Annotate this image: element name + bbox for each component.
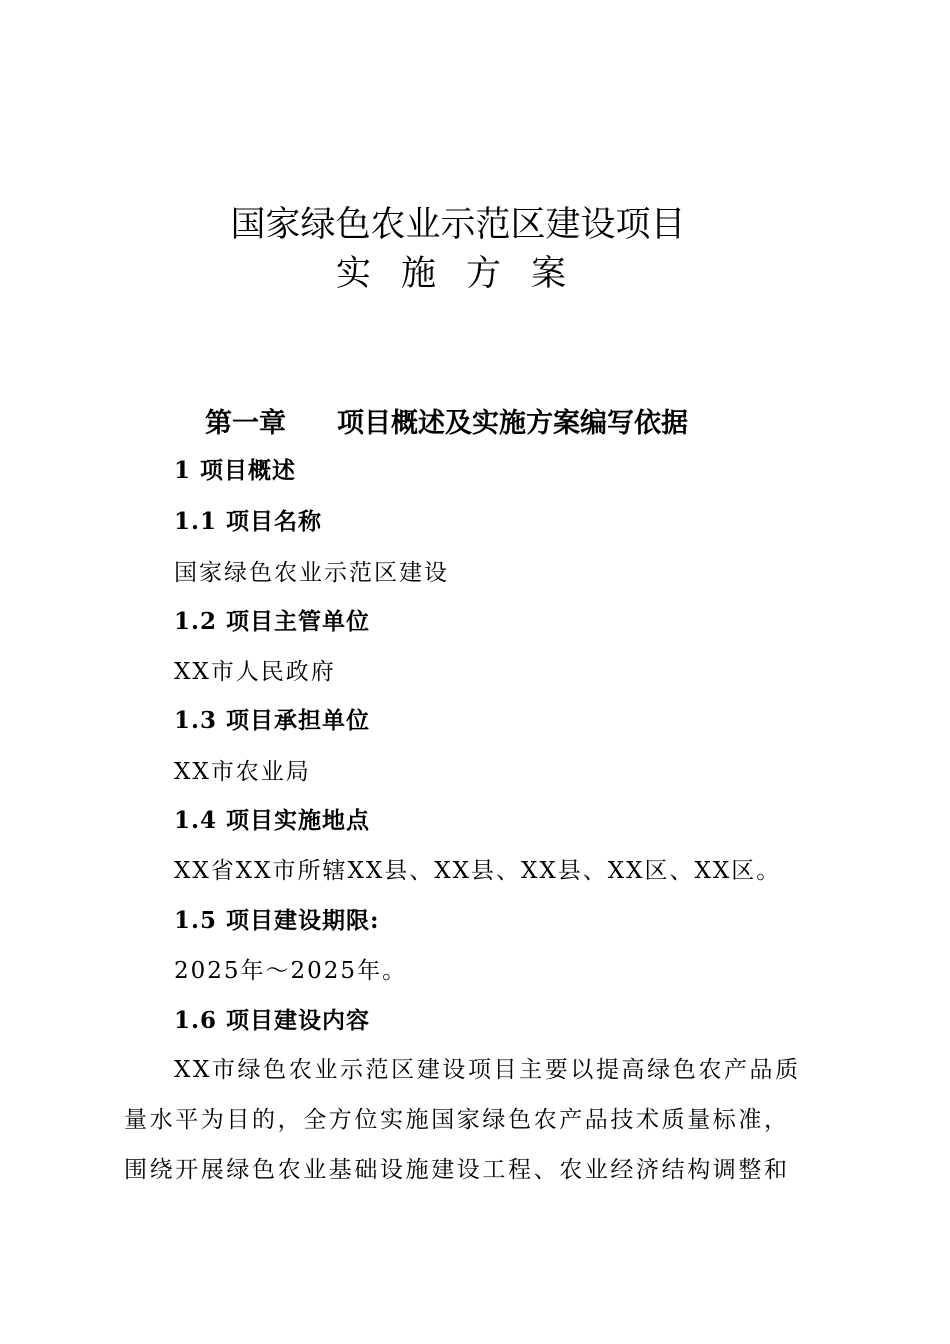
document-title: 国家绿色农业示范区建设项目 — [230, 205, 686, 245]
section-text-1-5: 2025年～2025年。 — [174, 958, 408, 984]
section-heading-1-1: 1.1 项目名称 — [174, 508, 323, 535]
section-heading-1-3: 1.3 项目承担单位 — [174, 707, 371, 734]
section-text-1-1: 国家绿色农业示范区建设 — [174, 560, 449, 586]
section-heading-1: 1 项目概述 — [174, 457, 297, 484]
section-heading-1-2: 1.2 项目主管单位 — [174, 608, 371, 635]
chapter-number: 第一章 — [205, 408, 286, 439]
section-heading-1-6: 1.6 项目建设内容 — [174, 1007, 371, 1034]
chapter-title: 项目概述及实施方案编写依据 — [337, 408, 688, 439]
section-text-1-3: XX市农业局 — [174, 759, 311, 785]
chapter-heading — [205, 404, 688, 444]
section-text-1-2: XX市人民政府 — [174, 659, 336, 685]
paragraph-line: 量水平为目的，全方位实施国家绿色农产品技术质量标准， — [124, 1107, 790, 1133]
section-heading-1-4: 1.4 项目实施地点 — [174, 807, 371, 834]
document-subtitle: 实施方案 — [335, 254, 596, 294]
section-text-1-4: XX省XX市所辖XX县、XX县、XX县、XX区、XX区。 — [174, 858, 782, 884]
section-heading-1-5: 1.5 项目建设期限: — [174, 907, 380, 934]
paragraph-line: XX市绿色农业示范区建设项目主要以提高绿色农产品质 — [174, 1057, 801, 1083]
paragraph-line: 围绕开展绿色农业基础设施建设工程、农业经济结构调整和 — [124, 1157, 790, 1183]
